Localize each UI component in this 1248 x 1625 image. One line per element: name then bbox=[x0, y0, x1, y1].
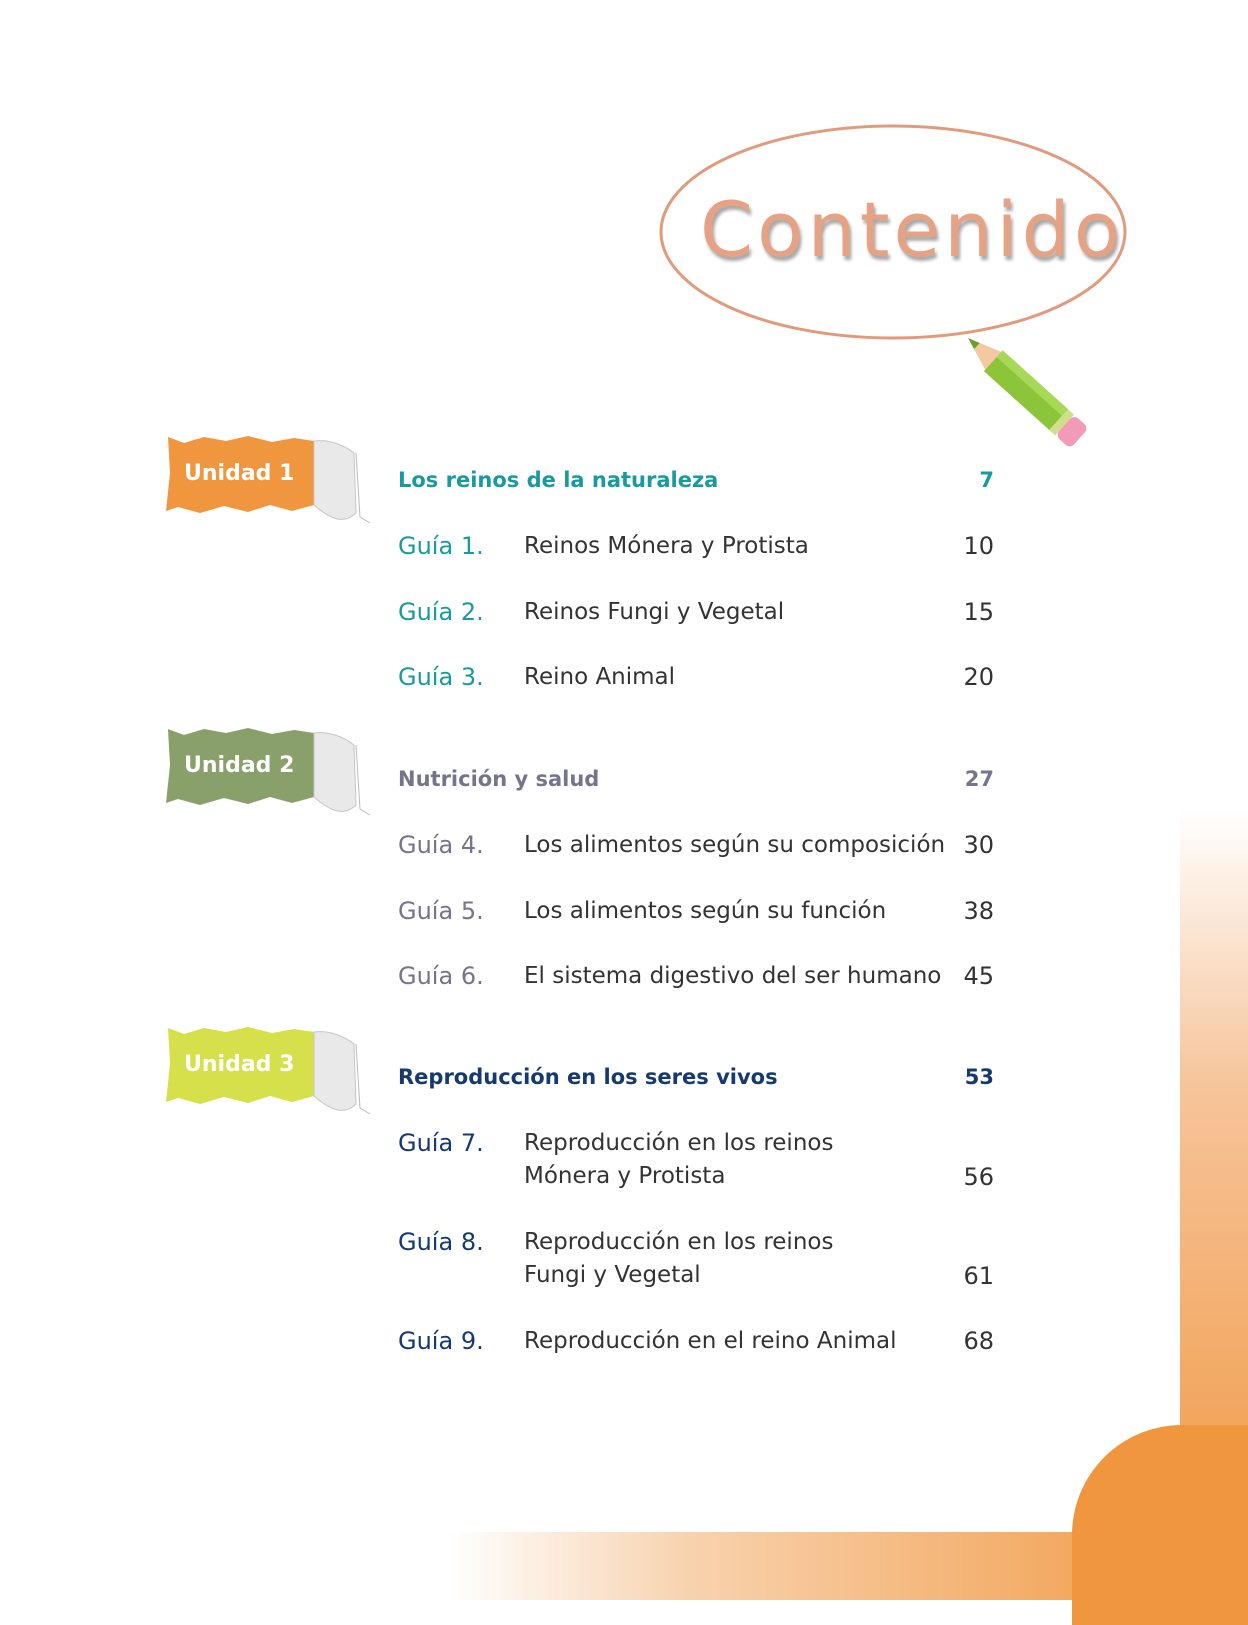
guide-page-2: 15 bbox=[963, 598, 994, 626]
guide-title-9: Reproducción en el reino Animal bbox=[524, 1328, 897, 1354]
guide-title-8: Reproducción en los reinos Fungi y Vegetal bbox=[524, 1229, 834, 1288]
guide-title-6: El sistema digestivo del ser humano bbox=[524, 963, 942, 989]
title-area bbox=[0, 0, 1248, 500]
unit-tab-3 bbox=[164, 1024, 374, 1122]
guide-page-8: 61 bbox=[963, 1262, 994, 1290]
unit-label-2: Unidad 2 bbox=[184, 753, 295, 778]
page-title: Contenido bbox=[700, 185, 1125, 274]
guide-label-9: Guía 9. bbox=[398, 1327, 484, 1355]
guide-label-5: Guía 5. bbox=[398, 897, 484, 925]
guide-title-7: Reproducción en los reinos Mónera y Protista bbox=[524, 1130, 834, 1189]
guide-label-4: Guía 4. bbox=[398, 831, 484, 859]
guide-label-6: Guía 6. bbox=[398, 962, 484, 990]
pencil-icon bbox=[959, 328, 1089, 449]
section-page-1: 7 bbox=[979, 468, 994, 492]
guide-label-3: Guía 3. bbox=[398, 663, 484, 691]
section-page-2: 27 bbox=[964, 767, 994, 791]
guide-label-1: Guía 1. bbox=[398, 532, 484, 560]
section-page-3: 53 bbox=[964, 1065, 994, 1089]
unit-tab-2 bbox=[164, 725, 374, 823]
guide-page-3: 20 bbox=[963, 663, 994, 691]
guide-title-5: Los alimentos según su función bbox=[524, 898, 887, 924]
section-title-3: Reproducción en los seres vivos bbox=[398, 1065, 778, 1089]
guide-page-6: 45 bbox=[963, 962, 994, 990]
section-title-2: Nutrición y salud bbox=[398, 767, 600, 791]
guide-page-1: 10 bbox=[963, 532, 994, 560]
guide-title-4: Los alimentos según su composición bbox=[524, 832, 946, 858]
orange-corner-shape bbox=[1072, 1425, 1248, 1625]
guide-title-3: Reino Animal bbox=[524, 664, 676, 690]
guide-label-2: Guía 2. bbox=[398, 598, 484, 626]
unit-label-1: Unidad 1 bbox=[184, 461, 295, 486]
guide-page-9: 68 bbox=[963, 1327, 994, 1355]
guide-page-4: 30 bbox=[963, 831, 994, 859]
unit-label-3: Unidad 3 bbox=[184, 1052, 295, 1077]
guide-label-7: Guía 7. bbox=[398, 1129, 484, 1157]
unit-tab-1 bbox=[164, 433, 374, 531]
guide-page-5: 38 bbox=[963, 897, 994, 925]
guide-page-7: 56 bbox=[963, 1163, 994, 1191]
section-title-1: Los reinos de la naturaleza bbox=[398, 468, 719, 492]
guide-title-1: Reinos Mónera y Protista bbox=[524, 533, 809, 559]
guide-label-8: Guía 8. bbox=[398, 1228, 484, 1256]
guide-title-2: Reinos Fungi y Vegetal bbox=[524, 599, 785, 625]
